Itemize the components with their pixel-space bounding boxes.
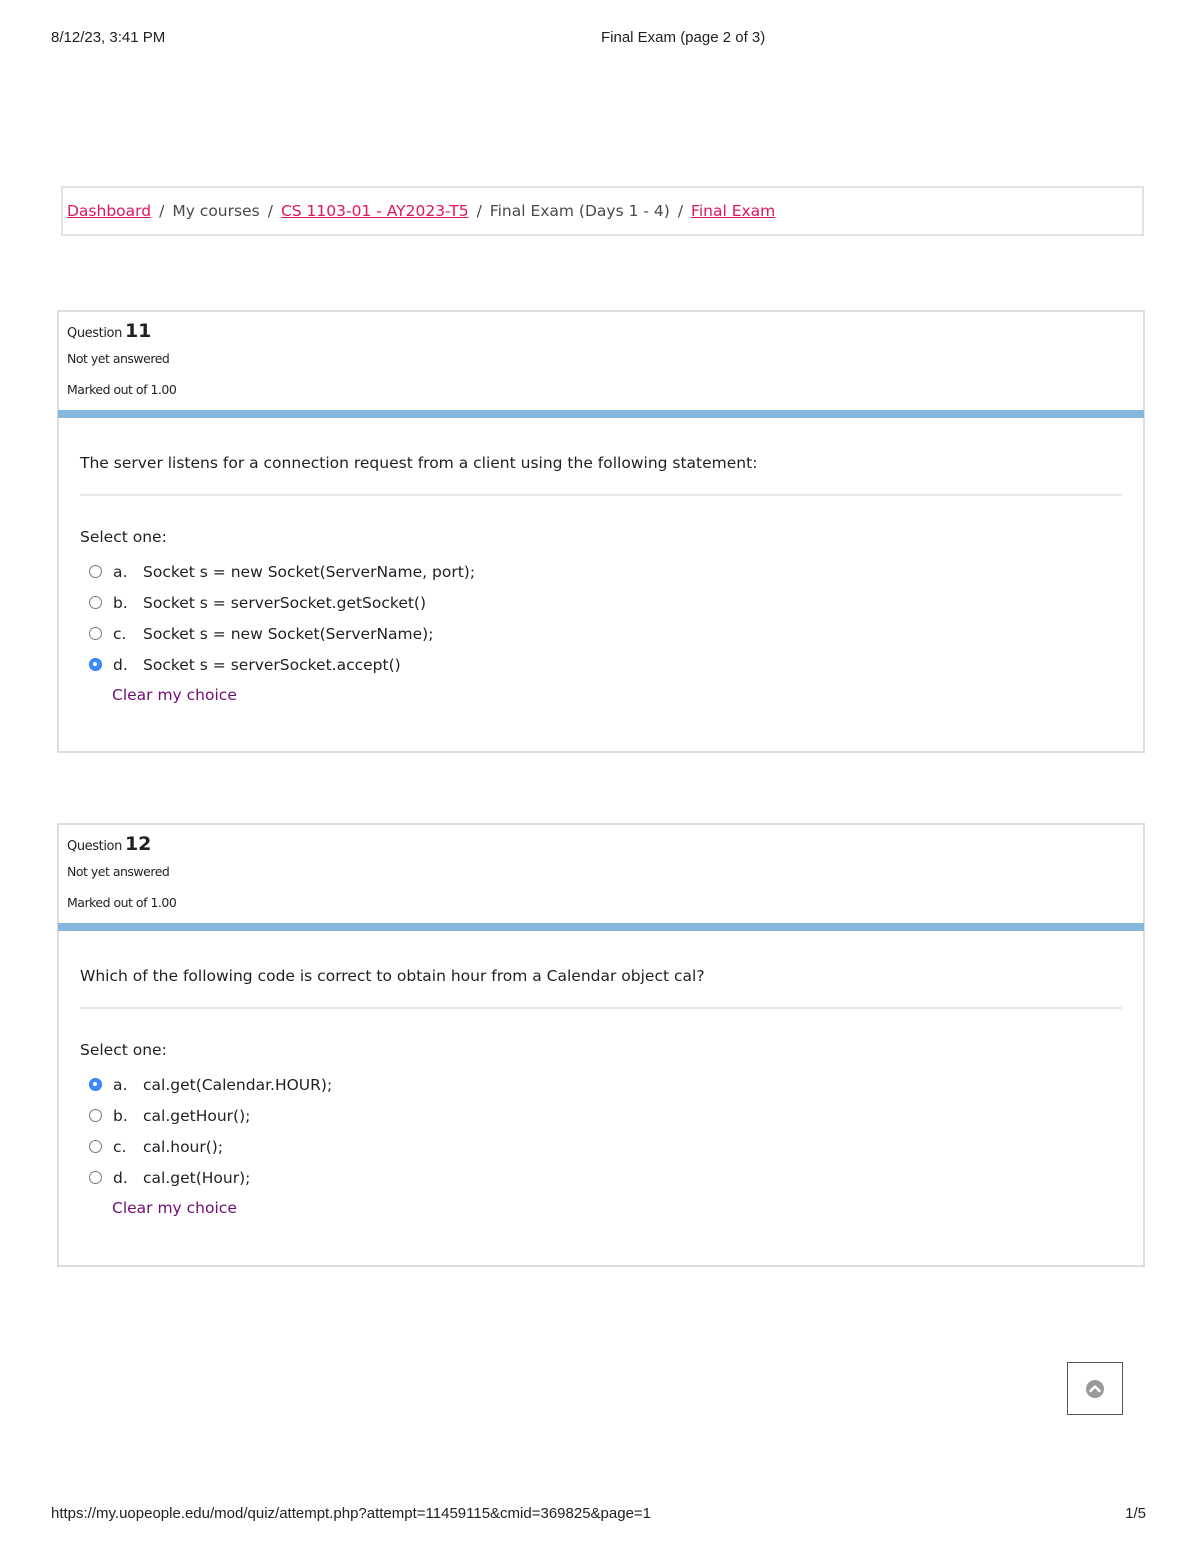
question-info — [59, 312, 1143, 410]
option-letter: d. — [113, 655, 128, 674]
radio-button[interactable] — [89, 1109, 102, 1122]
radio-button[interactable] — [89, 596, 102, 609]
option-text: cal.get(Calendar.HOUR); — [143, 1075, 333, 1094]
breadcrumb-dashboard-link[interactable]: Dashboard — [67, 202, 152, 220]
select-one-prompt: Select one: — [80, 1041, 167, 1059]
answer-option-selected[interactable] — [80, 1069, 1122, 1100]
answer-list — [80, 556, 1122, 680]
breadcrumb-separator: / — [159, 202, 165, 220]
question-card — [57, 823, 1145, 1267]
question-number-value: 12 — [124, 833, 152, 855]
question-text: The server listens for a connection request from a client using the following statement: — [80, 454, 758, 472]
question-number — [67, 833, 1143, 855]
radio-button[interactable] — [89, 627, 102, 640]
question-text: Which of the following code is correct to obtain hour from a Calendar object cal? — [80, 967, 705, 985]
option-text: Socket s = serverSocket.getSocket() — [143, 593, 427, 612]
radio-button[interactable] — [89, 1171, 102, 1184]
radio-button[interactable] — [89, 1140, 102, 1153]
question-content — [59, 418, 1143, 704]
option-text: cal.getHour(); — [143, 1106, 251, 1125]
question-divider — [80, 494, 1122, 496]
option-letter: b. — [113, 593, 128, 612]
clear-choice-link[interactable]: Clear my choice — [112, 686, 237, 704]
option-letter: c. — [113, 1137, 127, 1156]
answer-option[interactable] — [80, 587, 1122, 618]
breadcrumb-course-link[interactable]: CS 1103-01 - AY2023-T5 — [280, 202, 469, 220]
breadcrumb-section: Final Exam (Days 1 - 4) — [489, 202, 670, 220]
print-url: https://my.uopeople.edu/mod/quiz/attempt.php?attempt=11459115&cmid=369825&page=1 — [51, 1505, 652, 1522]
question-content — [59, 931, 1143, 1217]
question-info — [59, 825, 1143, 923]
question-number — [67, 320, 1143, 342]
print-header — [51, 29, 1149, 49]
print-page-title: Final Exam (page 2 of 3) — [601, 29, 766, 46]
print-page-number: 1/5 — [1125, 1505, 1146, 1522]
radio-button-checked[interactable] — [89, 658, 102, 671]
answer-option[interactable] — [80, 618, 1122, 649]
question-number-value: 11 — [124, 320, 152, 342]
option-text: cal.hour(); — [143, 1137, 224, 1156]
breadcrumb-separator: / — [267, 202, 273, 220]
breadcrumb-separator: / — [677, 202, 684, 220]
print-footer — [51, 1505, 1149, 1525]
select-one-prompt: Select one: — [80, 528, 167, 546]
answer-option[interactable] — [80, 1100, 1122, 1131]
question-grade: Marked out of 1.00 — [67, 895, 177, 910]
breadcrumb-quiz-link[interactable]: Final Exam — [691, 202, 776, 220]
question-card — [57, 310, 1145, 753]
chevron-up-circle-icon — [1085, 1379, 1105, 1399]
question-label: Question — [67, 326, 122, 341]
print-datetime: 8/12/23, 3:41 PM — [51, 29, 166, 46]
option-text: Socket s = new Socket(ServerName, port); — [143, 562, 476, 581]
back-to-top-button[interactable] — [1067, 1362, 1123, 1415]
answer-list — [80, 1069, 1122, 1193]
option-letter: a. — [113, 562, 128, 581]
answer-option-selected[interactable] — [80, 649, 1122, 680]
radio-button[interactable] — [89, 565, 102, 578]
breadcrumb — [61, 186, 1144, 236]
option-text: Socket s = new Socket(ServerName); — [143, 624, 434, 643]
question-divider-bar — [58, 410, 1144, 418]
option-text: Socket s = serverSocket.accept() — [143, 655, 401, 674]
option-letter: b. — [113, 1106, 128, 1125]
question-label: Question — [67, 839, 122, 854]
question-grade: Marked out of 1.00 — [67, 382, 177, 397]
question-state: Not yet answered — [67, 864, 170, 879]
clear-choice-link[interactable]: Clear my choice — [112, 1199, 237, 1217]
option-text: cal.get(Hour); — [143, 1168, 251, 1187]
radio-button-checked[interactable] — [89, 1078, 102, 1091]
answer-option[interactable] — [80, 556, 1122, 587]
question-divider — [80, 1007, 1122, 1009]
breadcrumb-separator: / — [476, 202, 482, 220]
option-letter: a. — [113, 1075, 128, 1094]
question-state: Not yet answered — [67, 351, 170, 366]
answer-option[interactable] — [80, 1162, 1122, 1193]
question-divider-bar — [58, 923, 1144, 931]
option-letter: d. — [113, 1168, 128, 1187]
answer-option[interactable] — [80, 1131, 1122, 1162]
breadcrumb-my-courses: My courses — [172, 202, 260, 220]
option-letter: c. — [113, 624, 127, 643]
